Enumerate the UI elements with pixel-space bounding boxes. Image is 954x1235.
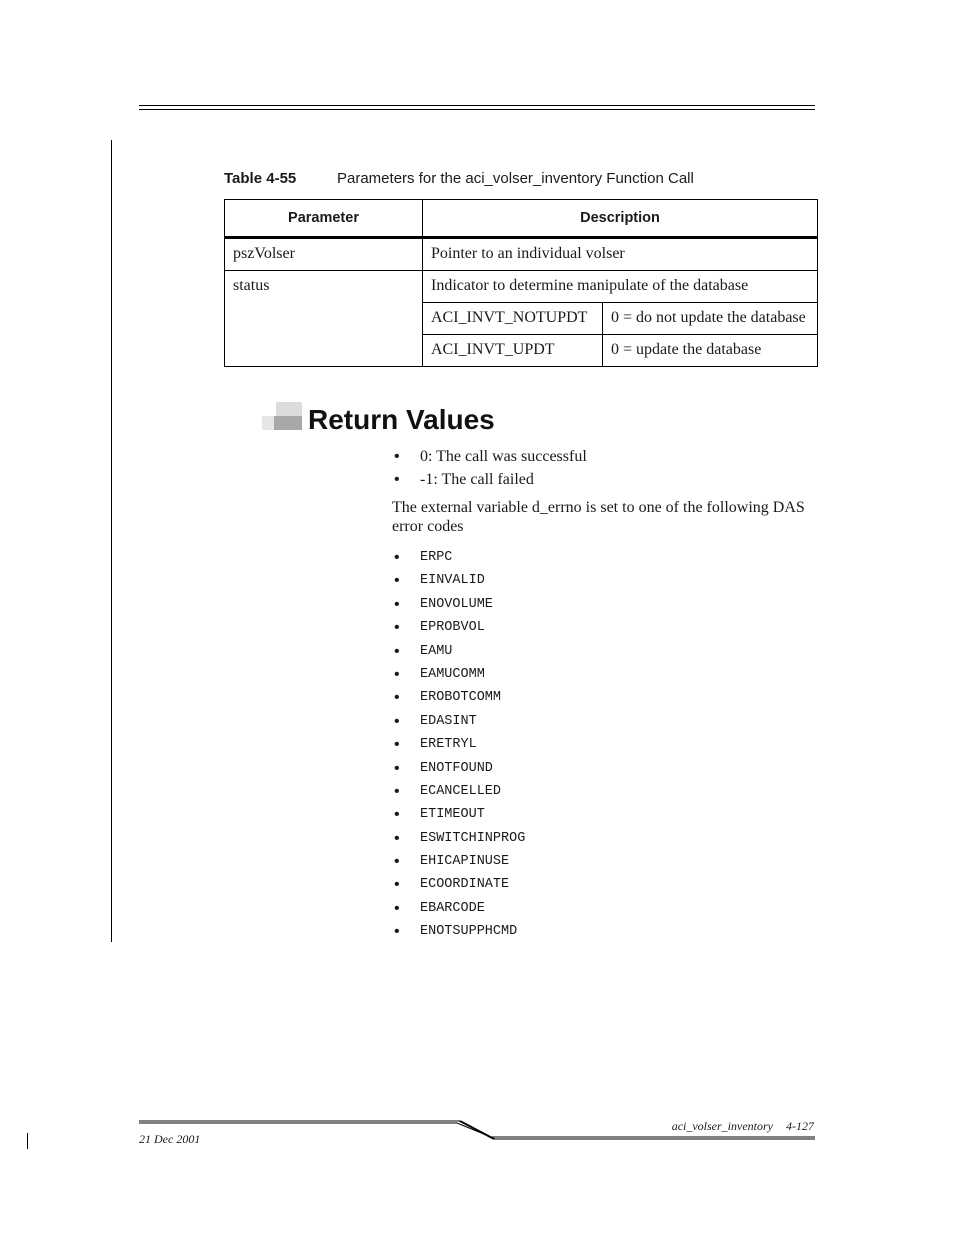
table-title: Parameters for the aci_volser_inventory Function Call: [337, 170, 694, 187]
error-code-item: • EINVALID: [392, 569, 822, 592]
param-name: pszVolser: [225, 238, 423, 271]
heading-marker-icon: [262, 402, 302, 430]
section-heading: Return Values: [308, 404, 495, 435]
table-row: [225, 238, 818, 271]
error-code-item: • EHICAPINUSE: [392, 850, 822, 873]
page-number: 4-127: [786, 1119, 814, 1133]
error-code-item: • EDASINT: [392, 710, 822, 733]
table-caption: [224, 170, 694, 187]
error-code-item: • ERPC: [392, 546, 822, 569]
option-meaning: 0 = update the database: [603, 335, 818, 367]
header-description: Description: [423, 200, 818, 238]
list-item: • -1: The call failed: [392, 470, 822, 489]
return-values-content: [392, 447, 822, 944]
body-paragraph: The external variable d_errno is set to one of the following DAS error codes: [392, 499, 805, 535]
table-header-row: [225, 200, 818, 238]
error-code-item: • ENOVOLUME: [392, 593, 822, 616]
option-name: ACI_INVT_UPDT: [423, 335, 603, 367]
error-code-item: • ETIMEOUT: [392, 803, 822, 826]
footer-change-bar: [27, 1133, 28, 1149]
error-code-item: • ECOORDINATE: [392, 873, 822, 896]
error-code-item: • EAMU: [392, 640, 822, 663]
param-description: Pointer to an individual volser: [423, 238, 818, 271]
footer-function-name: aci_volser_inventory: [671, 1119, 773, 1133]
error-code-item: • ENOTSUPPHCMD: [392, 920, 822, 943]
param-name: status: [225, 271, 423, 367]
table-number: Table 4-55: [224, 170, 297, 187]
header-rule-bottom: [139, 109, 815, 110]
error-code-item: • EPROBVOL: [392, 616, 822, 639]
header-rule-top: [139, 105, 815, 106]
error-code-item: • EROBOTCOMM: [392, 686, 822, 709]
error-code-item: • ENOTFOUND: [392, 757, 822, 780]
param-description: Indicator to determine manipulate of the database: [423, 271, 818, 303]
parameters-table: [224, 199, 818, 367]
table-row: [225, 271, 818, 303]
error-code-item: • ESWITCHINPROG: [392, 827, 822, 850]
error-code-item: • ERETRYL: [392, 733, 822, 756]
footer-date: 21 Dec 2001: [139, 1132, 201, 1146]
error-code-item: • EAMUCOMM: [392, 663, 822, 686]
change-bar: [111, 140, 112, 942]
option-name: ACI_INVT_NOTUPDT: [423, 303, 603, 335]
list-item: • 0: The call was successful: [392, 447, 822, 466]
option-meaning: 0 = do not update the database: [603, 303, 818, 335]
header-parameter: Parameter: [225, 200, 423, 238]
footer-running-head: [672, 1119, 814, 1134]
error-code-item: • ECANCELLED: [392, 780, 822, 803]
error-code-list: [392, 546, 822, 944]
error-code-item: • EBARCODE: [392, 897, 822, 920]
